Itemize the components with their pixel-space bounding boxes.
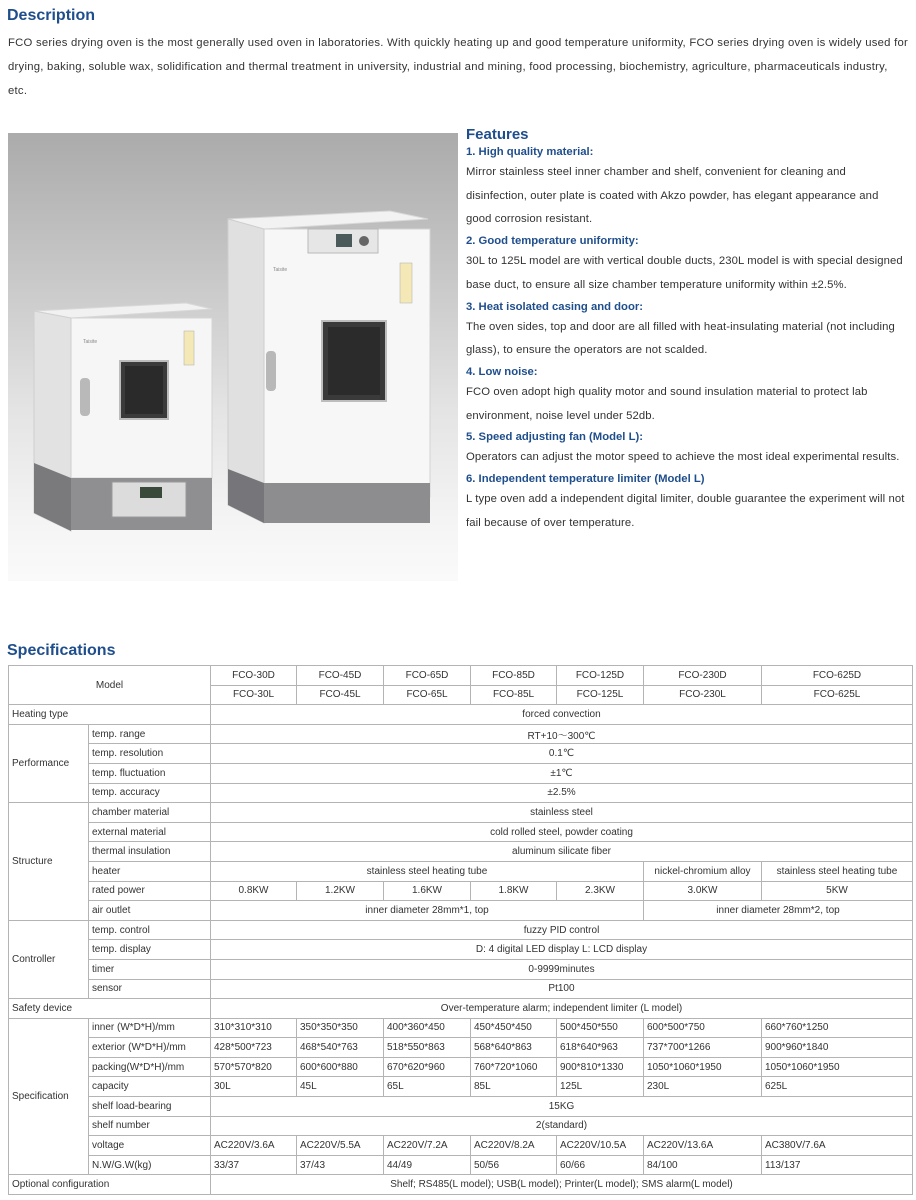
model-cell: FCO-230L	[644, 685, 762, 705]
model-cell: FCO-85L	[471, 685, 557, 705]
model-cell: FCO-65L	[384, 685, 471, 705]
cell-value: 568*640*863	[471, 1038, 557, 1058]
row-label: sensor	[89, 979, 211, 999]
row-label: air outlet	[89, 901, 211, 921]
row-label: timer	[89, 959, 211, 979]
table-row	[9, 999, 913, 1019]
cell-value: stainless steel heating tube	[762, 861, 913, 881]
cell-value: 37/43	[297, 1155, 384, 1175]
table-row	[9, 803, 913, 823]
table-row	[9, 881, 913, 901]
row-label: N.W/G.W(kg)	[89, 1155, 211, 1175]
table-row	[9, 744, 913, 764]
row-label: voltage	[89, 1136, 211, 1156]
cell-value: 900*960*1840	[762, 1038, 913, 1058]
feature-item	[466, 143, 906, 232]
cell-value: forced convection	[211, 705, 913, 725]
cell-value: 1.8KW	[471, 881, 557, 901]
row-label: temp. resolution	[89, 744, 211, 764]
feature-text: The oven sides, top and door are all filled with heat-insulating material (not including glass), to ensure the operators are not scalded.	[466, 320, 895, 357]
table-row	[9, 940, 913, 960]
cell-value: inner diameter 28mm*2, top	[644, 901, 913, 921]
table-row	[9, 705, 913, 725]
features-section	[466, 126, 906, 535]
cell-value: 428*500*723	[211, 1038, 297, 1058]
table-row	[9, 666, 913, 686]
cell-value: 1.6KW	[384, 881, 471, 901]
cell-value: 3.0KW	[644, 881, 762, 901]
table-row	[9, 1038, 913, 1058]
table-row	[9, 1175, 913, 1195]
ovens-illustration	[8, 133, 458, 581]
table-row	[9, 763, 913, 783]
features-title: Features	[466, 126, 529, 143]
feature-heading: 6. Independent temperature limiter (Model L)	[466, 473, 705, 486]
cell-value: AC220V/10.5A	[557, 1136, 644, 1156]
cell-value: D: 4 digital LED display L: LCD display	[211, 940, 913, 960]
cell-value: nickel-chromium alloy	[644, 861, 762, 881]
table-row	[9, 1136, 913, 1156]
cell-value: 60/66	[557, 1155, 644, 1175]
cell-value: 2(standard)	[211, 1116, 913, 1136]
row-label: shelf number	[89, 1116, 211, 1136]
large-oven-brand: Taisite	[273, 267, 288, 273]
cell-value: 450*450*450	[471, 1018, 557, 1038]
model-cell: FCO-45D	[297, 666, 384, 686]
cell-value: stainless steel heating tube	[211, 861, 644, 881]
table-row	[9, 842, 913, 862]
table-row	[9, 1077, 913, 1097]
cell-value: 600*500*750	[644, 1018, 762, 1038]
feature-text: Mirror stainless steel inner chamber and shelf, convenient for cleaning and disinfection, outer plate is coated with Akzo powder, has elegant appearance and good corrosion resistant.	[466, 166, 879, 226]
row-label: Safety device	[9, 999, 211, 1019]
cell-value: 5KW	[762, 881, 913, 901]
cell-value: 670*620*960	[384, 1057, 471, 1077]
row-label: temp. display	[89, 940, 211, 960]
feature-text: L type oven add a independent digital limiter, double guarantee the experiment will not fail because of over temperature.	[466, 493, 905, 529]
table-row	[9, 959, 913, 979]
cell-value: 900*810*1330	[557, 1057, 644, 1077]
cell-value: 2.3KW	[557, 881, 644, 901]
model-cell: FCO-125L	[557, 685, 644, 705]
cell-value: 125L	[557, 1077, 644, 1097]
row-label: heater	[89, 861, 211, 881]
row-label: thermal insulation	[89, 842, 211, 862]
cell-value: aluminum silicate fiber	[211, 842, 913, 862]
cell-value: Pt100	[211, 979, 913, 999]
cell-value: 600*600*880	[297, 1057, 384, 1077]
model-cell: FCO-45L	[297, 685, 384, 705]
feature-heading: 4. Low noise:	[466, 365, 538, 378]
feature-item	[466, 428, 906, 470]
row-label: rated power	[89, 881, 211, 901]
cell-value: 625L	[762, 1077, 913, 1097]
cell-value: 85L	[471, 1077, 557, 1097]
cell-value: 570*570*820	[211, 1057, 297, 1077]
cell-value: fuzzy PID control	[211, 920, 913, 940]
specifications-table	[8, 665, 913, 1195]
feature-heading: 3. Heat isolated casing and door:	[466, 300, 644, 313]
cell-value: 0-9999minutes	[211, 959, 913, 979]
feature-item	[466, 470, 906, 535]
row-label: packing(W*D*H)/mm	[89, 1057, 211, 1077]
cell-value: AC220V/13.6A	[644, 1136, 762, 1156]
table-row	[9, 979, 913, 999]
model-cell: FCO-230D	[644, 666, 762, 686]
row-label: external material	[89, 822, 211, 842]
product-photo	[8, 133, 458, 581]
cell-value: 30L	[211, 1077, 297, 1097]
feature-item	[466, 363, 906, 428]
feature-item	[466, 232, 906, 297]
row-label: temp. control	[89, 920, 211, 940]
group-label: Structure	[9, 803, 89, 921]
table-row	[9, 1116, 913, 1136]
model-cell: FCO-625D	[762, 666, 913, 686]
table-row	[9, 920, 913, 940]
description-text: FCO series drying oven is the most generally used oven in laboratories. With quickly heating up and good temperature uniformity, FCO series drying oven is widely used for drying, baking, soluble wax, solidification and thermal treatment in university, industrial and mining, food processing, biochemistry, agriculture, pharmaceuticals industry, etc.	[8, 37, 909, 97]
table-row	[9, 822, 913, 842]
row-label: shelf load-bearing	[89, 1097, 211, 1117]
model-cell: FCO-625L	[762, 685, 913, 705]
feature-heading: 1. High quality material:	[466, 146, 594, 158]
cell-value: 230L	[644, 1077, 762, 1097]
model-cell: FCO-30L	[211, 685, 297, 705]
feature-text: FCO oven adopt high quality motor and sound insulation material to protect lab environment, noise level under 52db.	[466, 385, 868, 422]
feature-text: 30L to 125L model are with vertical double ducts, 230L model is with special designed base duct, to ensure all size chamber temperature uniformity within ±2.5%.	[466, 255, 903, 291]
row-label: temp. accuracy	[89, 783, 211, 803]
cell-value: 500*450*550	[557, 1018, 644, 1038]
feature-text: Operators can adjust the motor speed to achieve the most ideal experimental results.	[466, 451, 900, 464]
model-cell: FCO-85D	[471, 666, 557, 686]
row-label: exterior (W*D*H)/mm	[89, 1038, 211, 1058]
cell-value: 50/56	[471, 1155, 557, 1175]
cell-value: Over-temperature alarm; independent limiter (L model)	[211, 999, 913, 1019]
row-label: capacity	[89, 1077, 211, 1097]
small-oven-brand: Taisite	[83, 339, 98, 345]
cell-value: AC220V/7.2A	[384, 1136, 471, 1156]
row-label: Optional configuration	[9, 1175, 211, 1195]
row-label: chamber material	[89, 803, 211, 823]
cell-value: 737*700*1266	[644, 1038, 762, 1058]
row-label: temp. range	[89, 724, 211, 744]
table-row	[9, 1155, 913, 1175]
model-cell: FCO-30D	[211, 666, 297, 686]
feature-item	[466, 298, 906, 363]
row-label: temp. fluctuation	[89, 763, 211, 783]
cell-value: inner diameter 28mm*1, top	[211, 901, 644, 921]
table-row	[9, 1097, 913, 1117]
specifications-title: Specifications	[7, 642, 116, 659]
cell-value: cold rolled steel, powder coating	[211, 822, 913, 842]
cell-value: ±1℃	[211, 763, 913, 783]
cell-value: 33/37	[211, 1155, 297, 1175]
cell-value: 84/100	[644, 1155, 762, 1175]
feature-heading: 2. Good temperature uniformity:	[466, 235, 639, 248]
group-label: Performance	[9, 724, 89, 802]
model-cell: FCO-65D	[384, 666, 471, 686]
group-label: Controller	[9, 920, 89, 998]
row-label: inner (W*D*H)/mm	[89, 1018, 211, 1038]
cell-value: 45L	[297, 1077, 384, 1097]
cell-value: 518*550*863	[384, 1038, 471, 1058]
table-row	[9, 783, 913, 803]
table-row	[9, 1057, 913, 1077]
cell-value: AC380V/7.6A	[762, 1136, 913, 1156]
group-label: Specification	[9, 1018, 89, 1175]
cell-value: ±2.5%	[211, 783, 913, 803]
cell-value: 44/49	[384, 1155, 471, 1175]
cell-value: RT+10～300℃	[211, 724, 913, 744]
model-cell: FCO-125D	[557, 666, 644, 686]
cell-value: 65L	[384, 1077, 471, 1097]
cell-value: stainless steel	[211, 803, 913, 823]
cell-value: 0.1℃	[211, 744, 913, 764]
feature-heading: 5. Speed adjusting fan (Model L):	[466, 431, 643, 444]
cell-value: 350*350*350	[297, 1018, 384, 1038]
cell-value: 1.2KW	[297, 881, 384, 901]
cell-value: 113/137	[762, 1155, 913, 1175]
table-row	[9, 724, 913, 744]
cell-value: AC220V/3.6A	[211, 1136, 297, 1156]
cell-value: 1050*1060*1950	[644, 1057, 762, 1077]
cell-value: AC220V/5.5A	[297, 1136, 384, 1156]
model-label: Model	[9, 666, 211, 705]
cell-value: 0.8KW	[211, 881, 297, 901]
cell-value: 660*760*1250	[762, 1018, 913, 1038]
cell-value: 310*310*310	[211, 1018, 297, 1038]
cell-value: AC220V/8.2A	[471, 1136, 557, 1156]
cell-value: 760*720*1060	[471, 1057, 557, 1077]
cell-value: Shelf; RS485(L model); USB(L model); Printer(L model); SMS alarm(L model)	[211, 1175, 913, 1195]
description-title: Description	[7, 7, 96, 24]
cell-value: 400*360*450	[384, 1018, 471, 1038]
table-row	[9, 1018, 913, 1038]
cell-value: 468*540*763	[297, 1038, 384, 1058]
row-label: Heating type	[9, 705, 211, 725]
cell-value: 15KG	[211, 1097, 913, 1117]
cell-value: 618*640*963	[557, 1038, 644, 1058]
table-row	[9, 901, 913, 921]
cell-value: 1050*1060*1950	[762, 1057, 913, 1077]
table-row	[9, 861, 913, 881]
